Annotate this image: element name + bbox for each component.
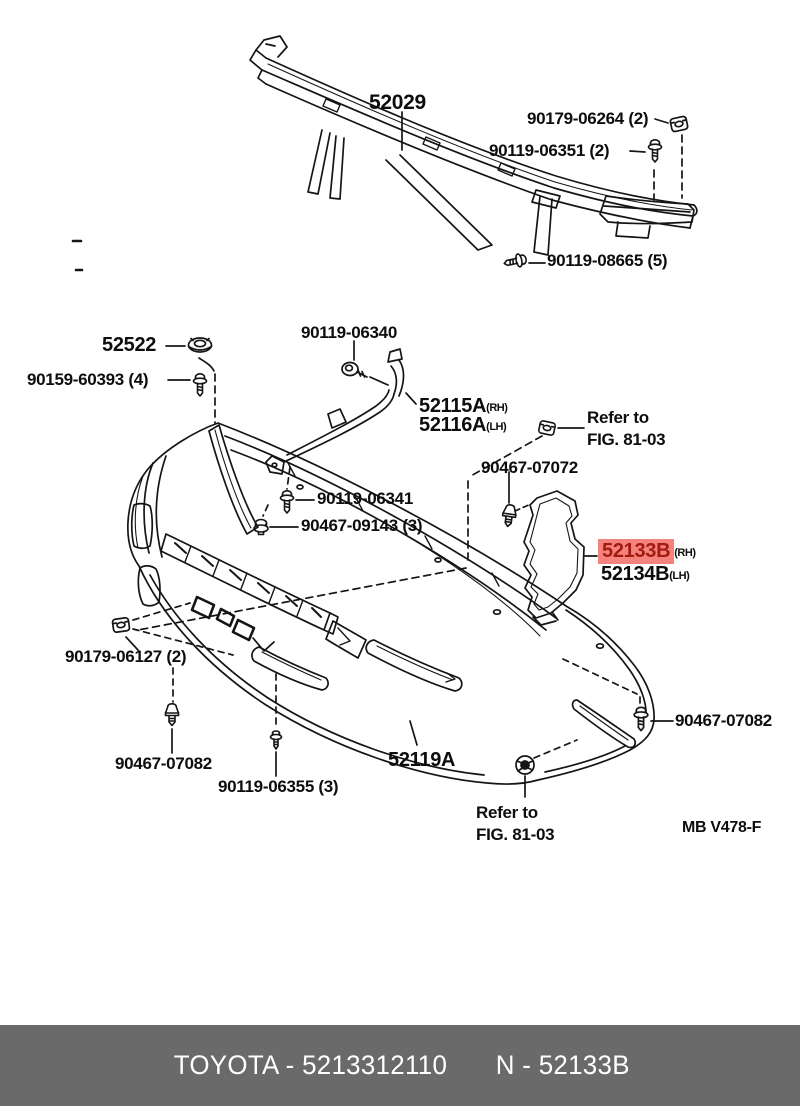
- footer-part-ref-text: N - 52133B: [495, 1050, 630, 1080]
- part-label-90119-06355[interactable]: 90119-06355 (3): [218, 777, 339, 796]
- part-label-52116a[interactable]: [419, 415, 506, 435]
- clip-nut-icon: [112, 617, 130, 632]
- part-label-90467-09143[interactable]: 90467-09143 (3): [301, 516, 423, 535]
- footer-brand-part-text: TOYOTA - 5213312110: [173, 1050, 447, 1080]
- bumper-cover-drawing: [128, 423, 654, 784]
- bolt-icon: [649, 140, 662, 162]
- part-label-52115a[interactable]: [419, 396, 507, 416]
- clip-icon: [538, 420, 555, 435]
- part-label-90467-07082-left[interactable]: 90467-07082: [115, 754, 212, 773]
- refer-line2: FIG. 81-03: [476, 825, 555, 844]
- part-label-52029[interactable]: 52029: [369, 91, 426, 114]
- part-number: 52115A: [419, 395, 487, 417]
- side-suffix: (LH): [486, 421, 507, 433]
- screw-icon: [194, 374, 207, 396]
- part-label-90119-08665[interactable]: 90119-08665 (5): [547, 251, 668, 270]
- side-bracket-drawing: [501, 472, 597, 625]
- part-label-90467-07082-right[interactable]: 90467-07082: [675, 711, 772, 730]
- refer-note-lower[interactable]: [476, 802, 554, 846]
- refer-note-upper[interactable]: [587, 407, 665, 451]
- highlight-box: [598, 539, 674, 564]
- refer-line1: Refer to: [476, 803, 538, 822]
- clip-nut-icon: [670, 116, 688, 132]
- reinforcement-bar-drawing: [250, 36, 697, 255]
- grommet-icon: [189, 338, 212, 352]
- side-suffix: (LH): [669, 570, 690, 582]
- retainer-clip-icon: [254, 520, 268, 535]
- part-label-90119-06341[interactable]: 90119-06341: [317, 489, 413, 508]
- screw-icon: [281, 491, 294, 513]
- part-number: 52116A: [419, 414, 487, 436]
- part-label-52522[interactable]: 52522: [102, 334, 157, 356]
- bolt-icon: [634, 707, 648, 730]
- part-label-52134b[interactable]: [601, 564, 689, 584]
- part-number: 52133B: [602, 540, 671, 562]
- footer-bar: [0, 1025, 800, 1106]
- part-label-90119-06351[interactable]: 90119-06351 (2): [489, 141, 610, 160]
- side-suffix: (RH): [486, 402, 508, 414]
- push-rivet-icon: [501, 504, 517, 527]
- screw-icon: [503, 253, 527, 270]
- nut-icon: [516, 756, 534, 774]
- bolt-icon: [342, 363, 367, 378]
- part-number: 52134B: [601, 563, 670, 585]
- part-label-90119-06340[interactable]: 90119-06340: [301, 323, 397, 342]
- push-rivet-icon: [166, 704, 179, 726]
- refer-line1: Refer to: [587, 408, 649, 427]
- grommet-screw-group: [166, 338, 215, 423]
- part-label-52119a[interactable]: 52119A: [388, 749, 456, 771]
- part-label-90179-06127[interactable]: 90179-06127 (2): [65, 647, 187, 666]
- part-label-90467-07072[interactable]: 90467-07072: [481, 458, 578, 477]
- rivet-icon: [271, 731, 282, 749]
- part-label-90179-06264[interactable]: 90179-06264 (2): [527, 109, 649, 128]
- plate-code-label: MB V478-F: [682, 819, 762, 836]
- side-suffix: (RH): [674, 547, 696, 559]
- page-tick-marks: [73, 241, 82, 270]
- refer-line2: FIG. 81-03: [587, 430, 666, 449]
- part-label-90159-60393[interactable]: 90159-60393 (4): [27, 370, 149, 389]
- part-label-52133b-highlighted[interactable]: [598, 539, 695, 564]
